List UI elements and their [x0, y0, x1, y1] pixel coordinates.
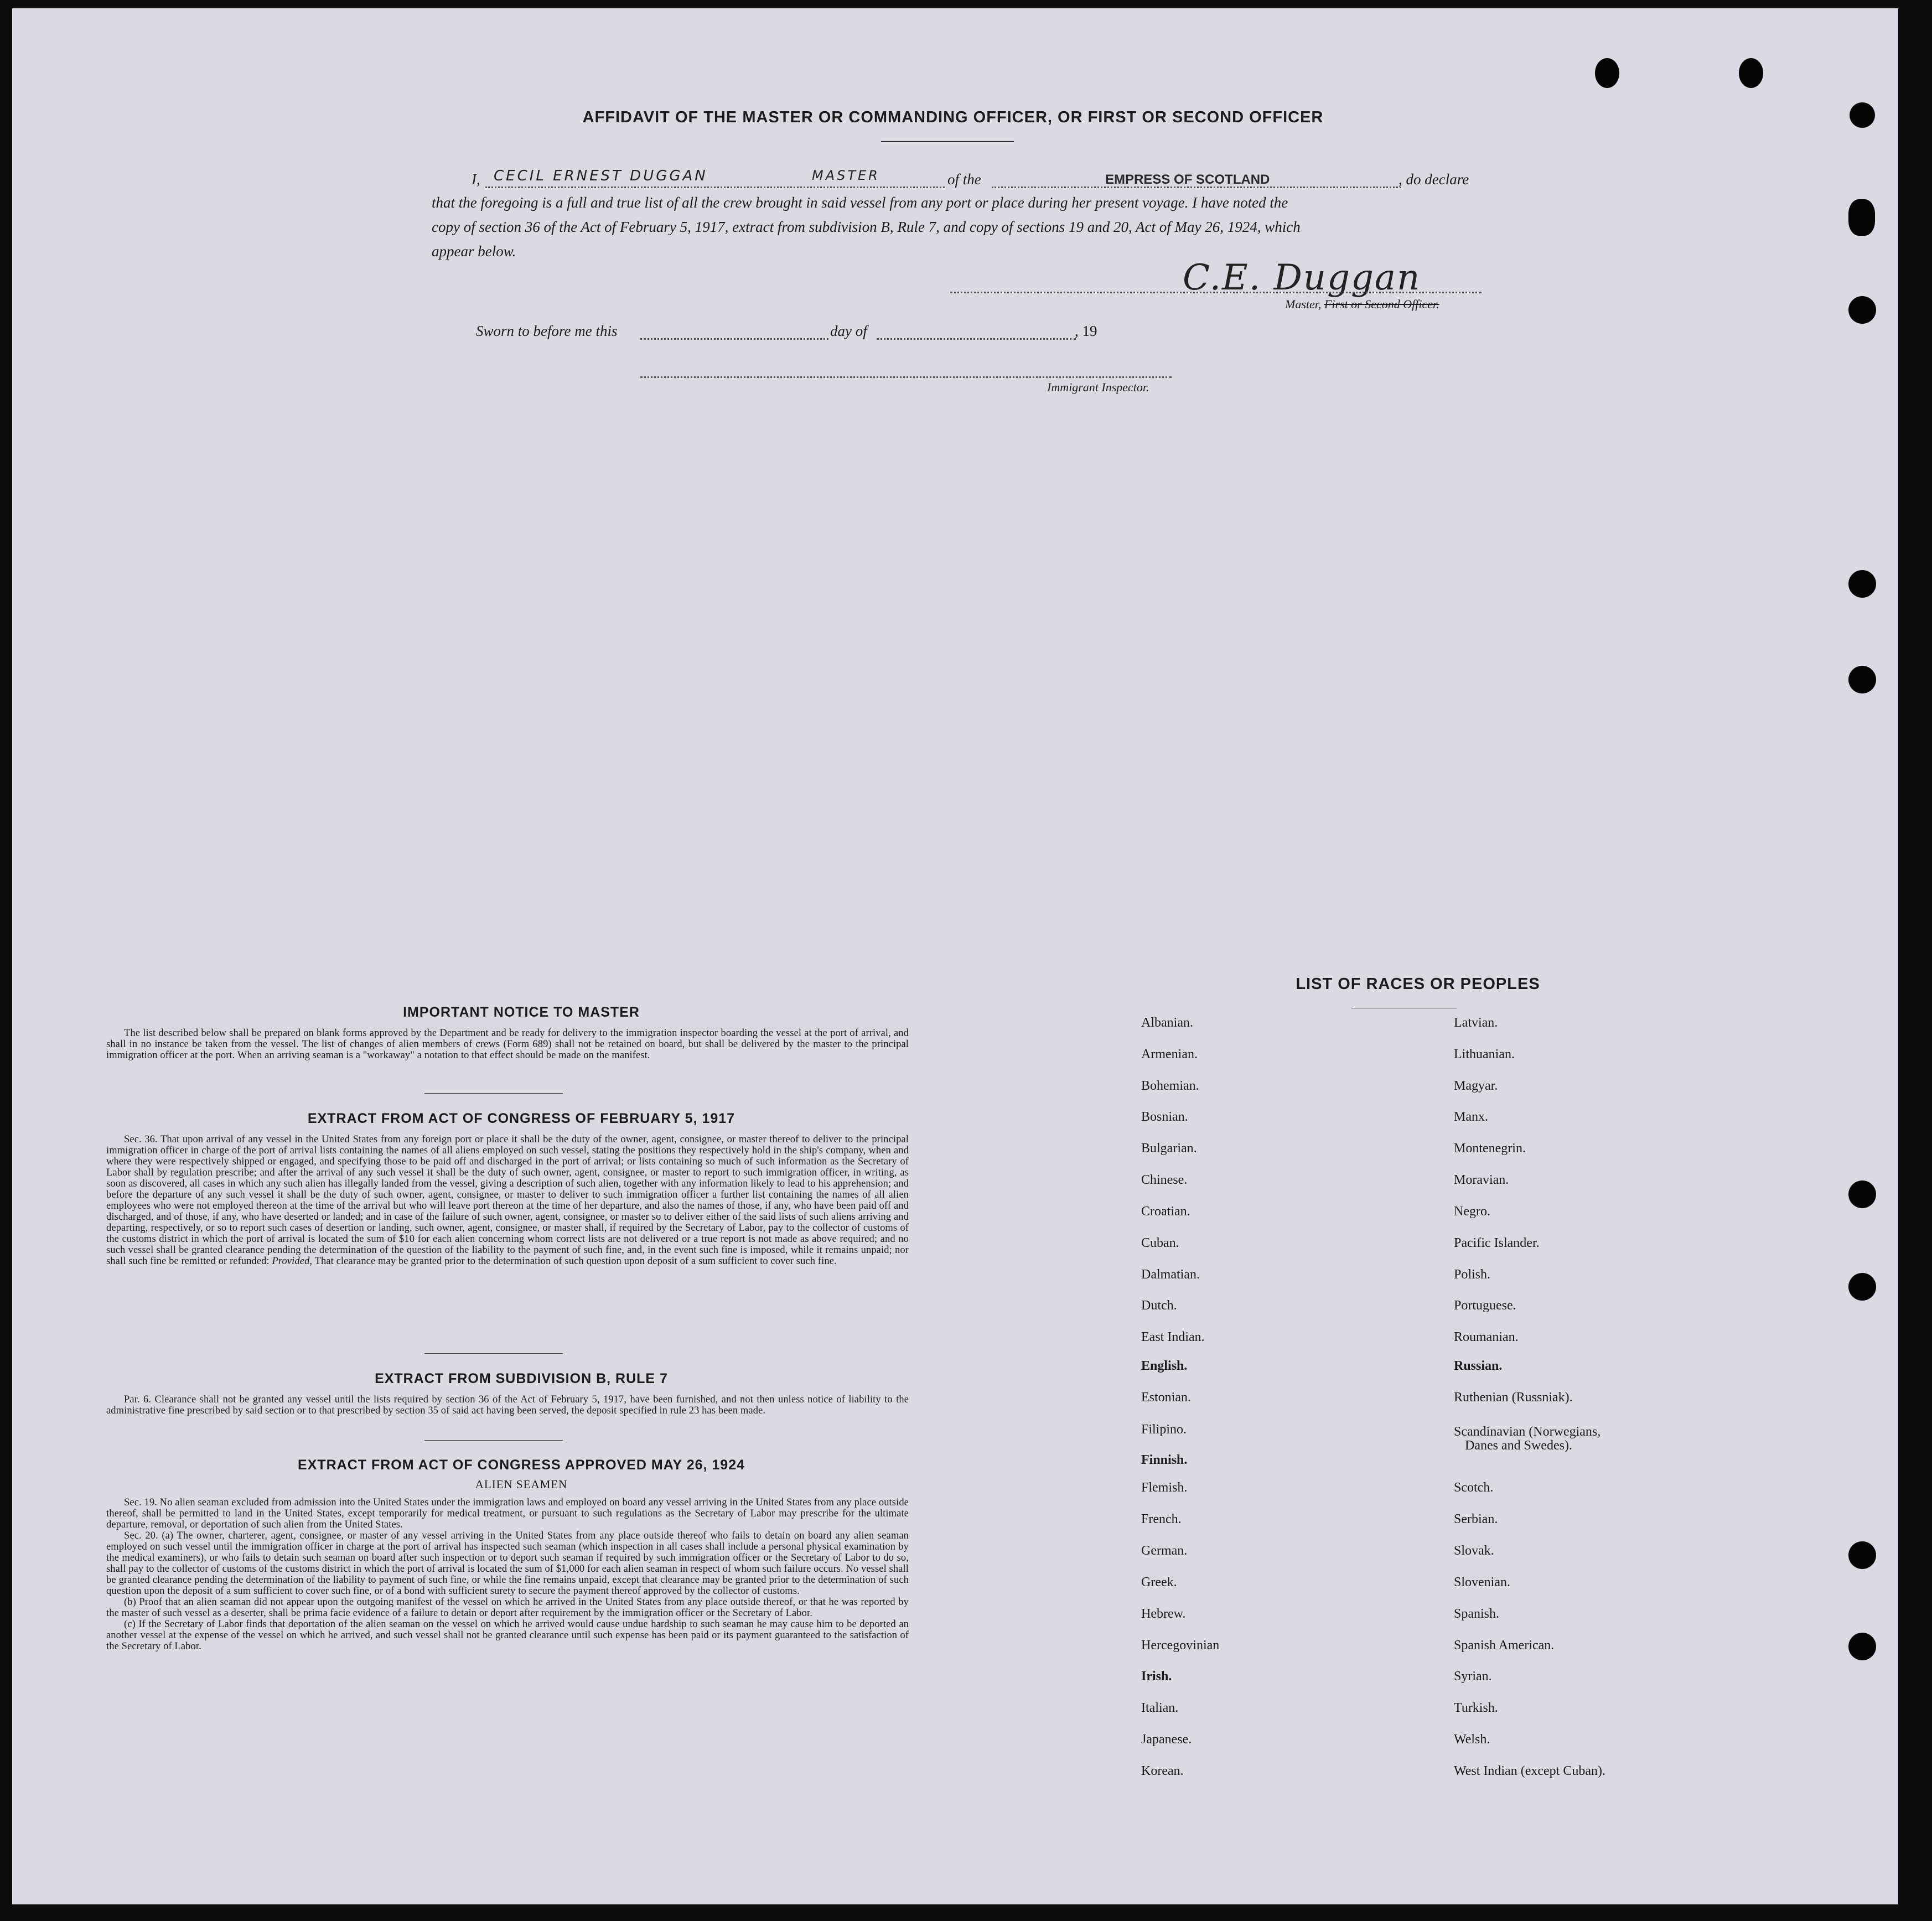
- race-item: Roumanian.: [1454, 1330, 1519, 1344]
- master-signature: C.E. Duggan: [1183, 257, 1421, 298]
- sec20a-paragraph: Sec. 20. (a) The owner, charterer, agent, consignee, or master of any vessel arriving in the United States from any place outside thereof who fails to detain on board any alien seaman employed on such vessel until the immigration officer in charge at the port of arrival has inspected such seaman (which inspection in all cases shall include a personal physical examination by the medical examiners), or who fails to detain such seaman on board after such inspection or to deport such seaman if required by such immigration officer or the Secretary of Labor to do so, shall pay to the collector of customs of the customs district in which the port of arrival is located the sum of $1,000 for each alien seaman in respect of whom such failure occurs. No vessel shall be granted clearance pending the determination of the liability to payment of such fine, or while the fine remains unpaid, except that clearance may be granted prior to the determination of such question upon the deposit of a sum sufficient to cover such fine, or of a bond with sufficient surety to secure the payment thereof approved by the collector of customs.: [106, 1530, 909, 1597]
- divider: [424, 1353, 563, 1354]
- race-item: Turkish.: [1454, 1701, 1498, 1715]
- race-item: French.: [1141, 1512, 1182, 1526]
- name-fill-line: [485, 187, 945, 188]
- rule7-paragraph: Par. 6. Clearance shall not be granted any vessel until the lists required by section 36 of the Act of February 5, 1917, have been furnished, and not then unless notice of liability to the administrative fine prescribed by said section or to that prescribed by section 35 of said act having been served, the deposit specified in rule 23 has been made.: [106, 1394, 909, 1416]
- divider: [424, 1440, 563, 1441]
- race-item: Korean.: [1141, 1764, 1184, 1778]
- extract-1917-title: EXTRACT FROM ACT OF CONGRESS OF FEBRUARY 5, 1917: [307, 1111, 735, 1126]
- divider: [424, 1093, 563, 1094]
- extract-1924-text: [106, 1497, 909, 1652]
- sec36-body: Sec. 36. That upon arrival of any vessel in the United States from any foreign port or place it shall be the duty of the owner, agent, consignee, or master thereof to deliver to the principal immigration officer in charge of the port of arrival lists containing the names of all aliens employed on such vessel, stating the positions they respectively hold in the ship's company, when and where they were respectively shipped or engaged, and specifying those to be paid off and discharged in the port of arrival; or lists containing so much of such information as the Secretary of Labor shall by regulation prescribe; and after the arrival of any such vessel it shall be the duty of such owner, agent, consignee, or master to report to such immigration officer, in writing, as soon as discovered, all cases in which any such alien has illegally landed from the vessel, giving a description of such alien, together with any information likely to lead to his apprehension; and before the departure of any such vessel it shall be the duty of such owner, agent, consignee, or master to deliver to such immigration officer a further list containing the names of all alien employees who were not employed thereon at the time of the arrival but who will leave port thereon at the time of her departure, and also the names of those, if any, who have been paid off and discharged, and of those, if any, who have deserted or landed; and in case of the failure of such owner, agent, consignee, or master so to deliver either of the said lists of such aliens arriving and departing, respectively, or so to report such cases of desertion or landing, such owner, agent, consignee, or master shall, if required by the Secretary of Labor, pay to the collector of customs of the customs district in which the port of arrival is located the sum of $10 for each alien concerning whom correct lists are not delivered or a true report is not made as above required; and no such vessel shall be granted clearance pending the determination of the question of the liability to the payment of such fine, and, in the event such fine is imposed, while it remains unpaid; nor shall such fine be remitted or refunded:: [106, 1134, 909, 1267]
- race-item: Pacific Islander.: [1454, 1236, 1540, 1250]
- extract-1924-subtitle: ALIEN SEAMEN: [475, 1478, 568, 1491]
- race-item: Croatian.: [1141, 1204, 1190, 1219]
- race-item: Spanish.: [1454, 1607, 1500, 1621]
- punch-hole: [1848, 1273, 1876, 1301]
- affidavit-title: AFFIDAVIT OF THE MASTER OR COMMANDING OFFICER, OR FIRST OR SECOND OFFICER: [582, 108, 1324, 126]
- signature-caption: [1285, 297, 1439, 312]
- rule7-title: EXTRACT FROM SUBDIVISION B, RULE 7: [375, 1371, 668, 1386]
- sworn-date-line: [640, 338, 828, 340]
- master-rank-handwritten: MASTER: [812, 168, 880, 183]
- affidavit-pronoun: I,: [472, 171, 480, 188]
- document-page: [12, 8, 1898, 1904]
- race-item: Dalmatian.: [1141, 1267, 1200, 1282]
- caption-struck-officer: First or Second Officer.: [1324, 297, 1439, 311]
- sec20b-paragraph: (b) Proof that an alien seaman did not appear upon the outgoing manifest of the vessel on which he arrived in the United States from any place outside thereof, or that he was reported by the master of such vessel as a deserter, shall be prima facie evidence of a failure to detain or deport after requirement by the immigration officer or the Secretary of Labor.: [106, 1597, 909, 1619]
- race-item: Portuguese.: [1454, 1298, 1516, 1313]
- race-item: Moravian.: [1454, 1173, 1509, 1187]
- race-item: English.: [1141, 1359, 1188, 1373]
- race-item: Dutch.: [1141, 1298, 1177, 1313]
- punch-hole: [1850, 102, 1875, 128]
- race-item: Polish.: [1454, 1267, 1491, 1282]
- race-item: Filipino.: [1141, 1422, 1187, 1437]
- punch-hole: [1848, 296, 1876, 324]
- race-item: West Indian (except Cuban).: [1454, 1764, 1605, 1778]
- race-item: Scotch.: [1454, 1480, 1494, 1495]
- notice-title: IMPORTANT NOTICE TO MASTER: [403, 1004, 640, 1020]
- race-item: Armenian.: [1141, 1047, 1198, 1062]
- notice-text: [106, 1028, 909, 1061]
- sec36-body-end: That clearance may be granted prior to the determination of such question upon deposit of a sum sufficient to cover such fine.: [314, 1256, 837, 1267]
- race-item: Magyar.: [1454, 1079, 1498, 1093]
- sworn-year: , 19: [1075, 323, 1097, 339]
- punch-hole: [1739, 58, 1763, 88]
- punch-hole: [1848, 570, 1876, 598]
- punch-hole: [1848, 1541, 1876, 1569]
- extract-1917-text: [106, 1134, 909, 1267]
- race-item: Hebrew.: [1141, 1607, 1186, 1621]
- race-item: Ruthenian (Russniak).: [1454, 1390, 1573, 1405]
- affidavit-line-2: that the foregoing is a full and true list of all the crew brought in said vessel from any port or place during her present voyage. I have noted the: [432, 194, 1288, 211]
- race-item: Scandinavian (Norwegians,: [1454, 1425, 1601, 1439]
- punch-hole: [1848, 1633, 1876, 1660]
- race-item: Welsh.: [1454, 1732, 1490, 1747]
- race-item: Albanian.: [1141, 1016, 1193, 1030]
- race-item: Latvian.: [1454, 1016, 1498, 1030]
- races-title: LIST OF RACES OR PEOPLES: [1296, 975, 1540, 993]
- notice-paragraph: The list described below shall be prepared on blank forms approved by the Department and be ready for delivery to the immigration inspector boarding the vessel at the port of arrival, and shall in no instance be taken from the vessel. The list of changes of alien members of crews (Form 689) shall not be retained on board, but shall be delivered by the master to the principal immigration officer at the port. When an arriving seaman is a "workaway" a notation to that effect should be made on the manifest.: [106, 1028, 909, 1061]
- extract-1924-title: EXTRACT FROM ACT OF CONGRESS APPROVED MAY 26, 1924: [297, 1457, 745, 1473]
- signature-line: [950, 292, 1482, 293]
- race-item: Bosnian.: [1141, 1110, 1188, 1124]
- race-item: Montenegrin.: [1454, 1141, 1526, 1156]
- race-item: Manx.: [1454, 1110, 1488, 1124]
- punch-hole: [1848, 1180, 1876, 1208]
- inspector-caption: Immigrant Inspector.: [1047, 380, 1149, 394]
- punch-hole: [1848, 666, 1876, 693]
- punch-hole: [1595, 58, 1619, 88]
- sec36-paragraph: [106, 1134, 909, 1267]
- rule7-text: [106, 1394, 909, 1416]
- inspector-signature-line: [640, 376, 1172, 378]
- master-name-handwritten: CECIL ERNEST DUGGAN: [494, 168, 708, 184]
- race-item: Lithuanian.: [1454, 1047, 1515, 1062]
- sec20c-paragraph: (c) If the Secretary of Labor finds that deportation of the alien seaman on the vessel on which he arrived would cause undue hardship to such seaman he may cause him to be deported an another vessel at the expense of the vessel on which he arrived, and such vessel shall not be granted clearance until such expense has been paid or its payment guaranteed to the satisfaction of the Secretary of Labor.: [106, 1619, 909, 1652]
- punch-hole: [1848, 199, 1875, 236]
- divider: [881, 141, 1014, 142]
- race-item: German.: [1141, 1544, 1188, 1558]
- vessel-name: EMPRESS OF SCOTLAND: [1105, 172, 1270, 187]
- sec19-paragraph: Sec. 19. No alien seaman excluded from admission into the United States under the immigration laws and employed on board any vessel arriving in the United States from any place outside thereof, shall be permitted to land in the United States, except temporarily for medical treatment, or pursuant to such regulations as the Secretary of Labor may prescribe for the ultimate departure, removal, or deportation of such alien from the United States.: [106, 1497, 909, 1530]
- race-item: Japanese.: [1141, 1732, 1192, 1747]
- race-item: Greek.: [1141, 1575, 1177, 1589]
- race-item: Chinese.: [1141, 1173, 1188, 1187]
- race-item: Bohemian.: [1141, 1079, 1199, 1093]
- race-item: Finnish.: [1141, 1453, 1188, 1467]
- sworn-month-line: [877, 338, 1076, 340]
- caption-master: Master,: [1285, 297, 1322, 311]
- sworn-day-of: day of: [830, 323, 867, 339]
- race-item: Flemish.: [1141, 1480, 1188, 1495]
- race-item: Slovak.: [1454, 1544, 1494, 1558]
- race-item: Russian.: [1454, 1359, 1503, 1373]
- race-item: East Indian.: [1141, 1330, 1205, 1344]
- race-item: Cuban.: [1141, 1236, 1179, 1250]
- race-item: Negro.: [1454, 1204, 1490, 1219]
- affidavit-of-the: of the: [947, 171, 981, 188]
- race-item: Danes and Swedes).: [1465, 1438, 1572, 1453]
- race-item: Hercegovinian: [1141, 1638, 1220, 1653]
- race-item: Bulgarian.: [1141, 1141, 1197, 1156]
- race-item: Serbian.: [1454, 1512, 1498, 1526]
- affidavit-line-3: copy of section 36 of the Act of February 5, 1917, extract from subdivision B, Rule 7, and copy of sections 19 and 20, Act of May 26, 1924, which: [432, 219, 1301, 235]
- affidavit-do-declare: , do declare: [1399, 171, 1469, 188]
- race-item: Irish.: [1141, 1669, 1172, 1684]
- sworn-prefix: Sworn to before me this: [476, 323, 618, 339]
- sec36-provided: Provided,: [272, 1256, 313, 1267]
- race-item: Estonian.: [1141, 1390, 1191, 1405]
- race-item: Spanish American.: [1454, 1638, 1555, 1653]
- race-item: Italian.: [1141, 1701, 1179, 1715]
- affidavit-line-4: appear below.: [432, 243, 516, 260]
- race-item: Slovenian.: [1454, 1575, 1510, 1589]
- race-item: Syrian.: [1454, 1669, 1492, 1684]
